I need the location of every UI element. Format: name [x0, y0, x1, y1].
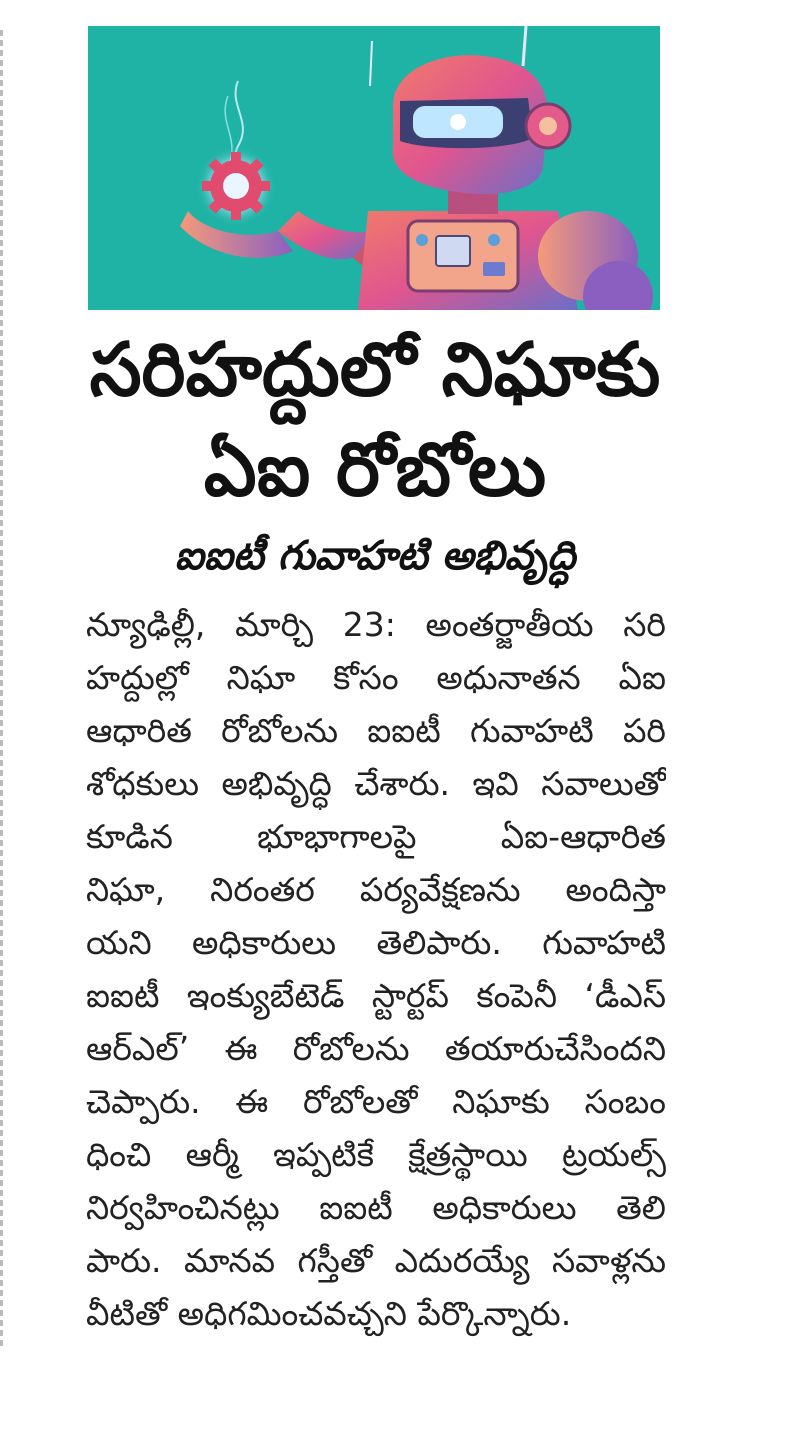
headline-line-2: ఏఐ రోబోలు — [203, 427, 547, 513]
body-line: శోధకులు అభివృద్ధి చేశారు. ఇవి సవాలుతో — [86, 764, 666, 803]
body-line: నిర్వహించినట్లు ఐఐటీ అధికారులు తెలి — [86, 1188, 666, 1227]
column-divider — [0, 30, 3, 1350]
body-line: చెప్పారు. ఈ రోబోలతో నిఘాకు సంబం — [86, 1082, 666, 1121]
body-line: ధించి ఆర్మీ ఇప్పటికే క్షేత్రస్థాయి ట్రయల్స్ — [86, 1135, 666, 1174]
body-line: యని అధికారులు తెలిపారు. గువాహటి — [86, 923, 666, 962]
robot-illustration — [88, 26, 660, 310]
body-line: నిఘా, నిరంతర పర్యవేక్షణను అందిస్తా — [86, 870, 666, 909]
robot-icon — [88, 26, 660, 310]
body-line: న్యూఢిల్లీ, మార్చి 23: అంతర్జాతీయ సరి — [86, 605, 666, 644]
article-body — [86, 598, 666, 1340]
body-line: హద్దుల్లో నిఘా కోసం అధునాతన ఏఐ — [86, 658, 666, 697]
subheadline: ఐఐటీ గువాహటి అభివృద్ధి — [174, 533, 576, 579]
body-line: కూడిన భూభాగాలపై ఏఐ-ఆధారిత — [86, 817, 666, 856]
body-line: ఐఐటీ ఇంక్యుబేటెడ్ స్టార్టప్ కంపెనీ ‘డీఎస్ — [86, 976, 666, 1015]
body-line: పారు. మానవ గస్తీతో ఎదురయ్యే సవాళ్లను — [86, 1241, 666, 1280]
body-line: ఆర్ఎల్’ ఈ రోబోలను తయారుచేసిందని — [86, 1029, 666, 1068]
headline — [70, 320, 680, 520]
body-line: వీటితో అధిగమించవచ్చని పేర్కొన్నారు. — [86, 1294, 572, 1333]
body-line: ఆధారిత రోబోలను ఐఐటీ గువాహటి పరి — [86, 711, 666, 750]
headline-line-1: సరిహద్దులో నిఘాకు — [89, 327, 661, 413]
